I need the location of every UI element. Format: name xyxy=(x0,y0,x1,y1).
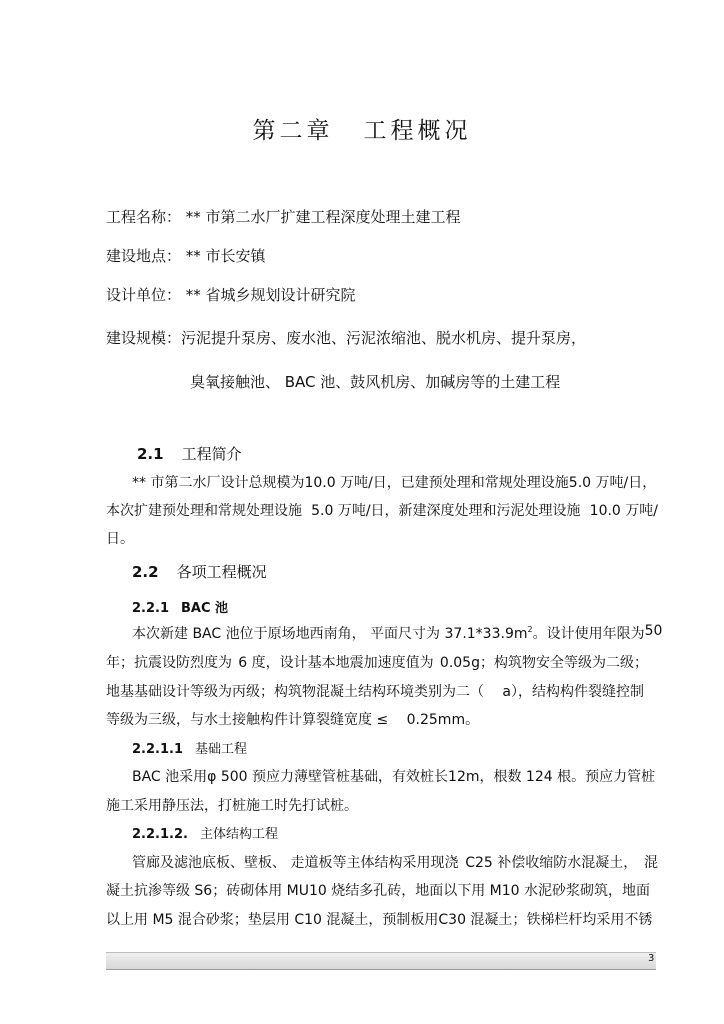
text-run xyxy=(132,623,645,643)
text-run: 垫层用 C10 混凝土，预制板用 xyxy=(247,912,439,928)
text-run: 本次扩建预处理和常规处理设施 xyxy=(106,503,302,519)
text-run: 0.05g；构筑物安全等级为二级； xyxy=(439,655,648,671)
text-run: 10.0 万吨/日，已建预处理和常规处理设施 xyxy=(304,475,569,491)
section-number: 2.2.1 xyxy=(132,601,170,616)
text-run: ** 市第二水厂设计总规模为 xyxy=(132,475,305,491)
paragraph-line xyxy=(106,652,648,672)
page-number: 3 xyxy=(648,953,655,964)
text-run: 6 度，设计基本地震加速度值为 xyxy=(238,655,434,671)
scale-line-2: 臭氧接触池、 BAC 池、鼓风机房、加碱房等的土建工程 xyxy=(190,373,561,391)
paragraph-line xyxy=(106,472,657,492)
text-run: S6；砖砌体用 xyxy=(194,883,283,899)
section-2-1-heading xyxy=(137,443,242,464)
paragraph-line: 施工采用静压法，打桩施工时先打试桩。 xyxy=(106,798,358,814)
text-run: 12m，根数 124 根。预应力管桩 xyxy=(448,769,656,785)
paragraph-line xyxy=(106,852,658,872)
text-run: C30 混凝土； xyxy=(438,912,527,928)
paragraph-line xyxy=(106,623,663,643)
text-run: 铁梯栏杆均采用不锈 xyxy=(526,912,653,928)
section-title: 工程简介 xyxy=(181,445,242,463)
text-run: C25 补偿收缩防水混凝土， xyxy=(465,855,638,871)
text-run: 凝土抗渗等级 xyxy=(106,883,190,899)
section-2-2-1-1-heading xyxy=(132,738,247,757)
footer-bar xyxy=(106,952,656,970)
paragraph-line: 日。 xyxy=(106,531,134,547)
chapter-name: 工程概况 xyxy=(363,118,472,144)
text-run: MU10 烧结多孔砖，地面以下用 xyxy=(286,883,486,899)
text-run: 本次新建 BAC 池位于原场地西南角， 平面尺寸为 37.1*33.9m xyxy=(132,626,528,642)
project-name: 工程名称： ** 市第二水厂扩建工程深度处理土建工程 xyxy=(106,208,461,226)
text-run: 50 xyxy=(644,623,663,639)
section-title: 基础工程 xyxy=(195,742,248,757)
superscript: 2 xyxy=(527,625,533,634)
text-run: 混 xyxy=(644,855,658,871)
text-run: M10 水泥砂浆砌筑，地面 xyxy=(489,883,650,899)
section-2-2-1-heading xyxy=(132,597,228,616)
text-run: 。设计使用年限为 xyxy=(532,626,645,642)
text-run: 年；抗震设防烈度为 xyxy=(106,655,232,671)
chapter-title xyxy=(0,112,724,145)
paragraph-line xyxy=(106,500,658,520)
text-run: 地基基础设计等级为丙级；构筑物混凝土结构环境类别为二（ xyxy=(106,684,484,700)
section-title: 各项工程概况 xyxy=(176,563,267,581)
section-2-2-heading xyxy=(132,561,267,582)
chapter-number: 第二章 xyxy=(252,118,334,144)
section-title: BAC 池 xyxy=(181,601,229,616)
text-run: 5.0 万吨/日，新建深度处理和污泥处理设施 xyxy=(311,503,581,519)
section-number: 2.1 xyxy=(137,445,164,463)
text-run: a），结构构件裂缝控制 xyxy=(502,684,644,700)
text-run: 10.0 万吨/ xyxy=(589,503,658,519)
section-2-2-1-2-heading xyxy=(132,823,278,842)
text-run: 5.0 万吨/日， xyxy=(568,475,657,491)
paragraph-line xyxy=(106,681,644,701)
text-run: BAC 池采用φ 500 预应力薄壁管桩基础，有效桩长 xyxy=(132,769,449,785)
paragraph-line xyxy=(106,909,652,929)
section-number: 2.2.1.1 xyxy=(132,742,183,757)
paragraph-line xyxy=(106,880,650,900)
project-location: 建设地点： ** 市长安镇 xyxy=(106,247,266,265)
text-run: 管廊及滤池底板、壁板、 走道板等主体结构采用现浇 xyxy=(132,855,459,871)
paragraph-line xyxy=(106,766,656,786)
design-unit: 设计单位： ** 省城乡规划设计研究院 xyxy=(106,286,356,304)
scale-line-1: 建设规模：污泥提升泵房、废水池、污泥浓缩池、脱水机房、提升泵房， xyxy=(106,329,587,347)
section-number: 2.2.1.2. xyxy=(132,827,188,842)
section-number: 2.2 xyxy=(132,563,159,581)
text-run: 以上用 M5 混合砂浆； xyxy=(106,912,248,928)
paragraph-line: 等级为三级，与水土接触构件计算裂缝宽度 ≤ 0.25mm。 xyxy=(106,712,480,728)
section-title: 主体结构工程 xyxy=(199,827,278,842)
